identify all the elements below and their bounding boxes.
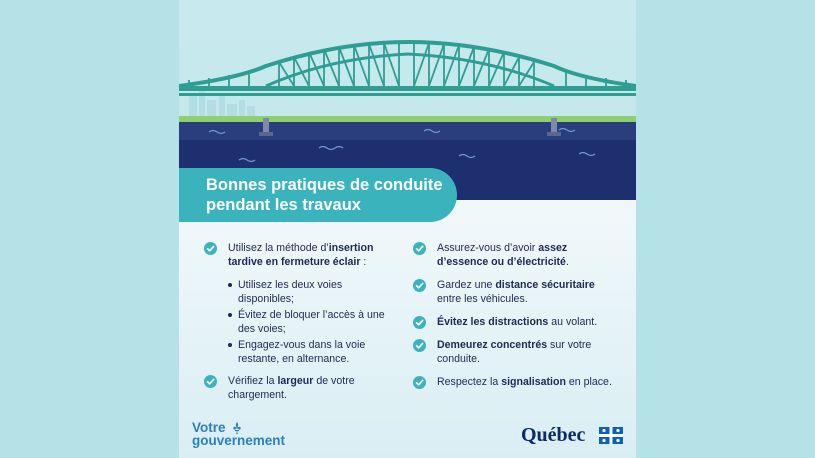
title-line-2: pendant les travaux xyxy=(206,196,361,214)
votre-text: Votre xyxy=(192,420,226,435)
quebec-wordmark: Québec xyxy=(521,424,586,446)
left-column xyxy=(204,241,399,411)
infographic-card xyxy=(179,0,636,458)
bullet-item: Engagez-vous dans la voie restante, en alternance. xyxy=(228,338,399,366)
tip-text-pre: Assurez-vous d’avoir xyxy=(437,242,539,254)
tip-text-pre: Gardez une xyxy=(437,279,496,291)
tip-text-pre: Vérifiez la xyxy=(228,375,278,387)
tip-insertion-tardive xyxy=(204,241,399,269)
tip-distractions xyxy=(413,315,618,329)
check-icon xyxy=(204,242,217,255)
tip-text-post: au volant. xyxy=(548,316,598,328)
tip-text-post: sur votre conduite. xyxy=(437,339,592,365)
quebec-flag-icon xyxy=(599,427,623,444)
tip-text-post: en place. xyxy=(565,376,612,388)
votre-gouvernement-logo xyxy=(192,420,312,448)
tip-text-bold: signalisation xyxy=(501,376,566,388)
check-icon xyxy=(413,376,426,389)
tip-text-post: : xyxy=(360,256,367,268)
tip-text-pre: Utilisez la méthode d’ xyxy=(228,242,329,254)
tip-signalisation xyxy=(413,375,618,389)
tip-largeur xyxy=(204,374,399,402)
tip-text-post: de votre chargement. xyxy=(228,375,355,401)
tip-text-pre: Respectez la xyxy=(437,376,502,388)
tip-distance xyxy=(413,278,618,306)
bullet-item: Utilisez les deux voies disponibles; xyxy=(228,278,399,306)
tip-text-bold: largeur xyxy=(277,375,314,387)
check-icon xyxy=(413,339,426,352)
insertion-bullet-list xyxy=(228,278,399,366)
tip-text-bold: assez d’essence ou d’électricité xyxy=(437,242,568,268)
tip-essence xyxy=(413,241,618,269)
quebec-logo xyxy=(521,424,626,448)
title-line-1: Bonnes pratiques de conduite xyxy=(206,176,443,194)
tip-text-bold: distance sécuritaire xyxy=(495,279,595,291)
check-icon xyxy=(413,242,426,255)
title-banner xyxy=(179,168,457,222)
gouvernement-text: gouvernement xyxy=(192,433,286,448)
tip-text-bold: insertion tardive en fermeture éclair xyxy=(228,242,374,268)
tip-text-post: entre les véhicules. xyxy=(437,293,528,305)
check-icon xyxy=(413,279,426,292)
tip-text-post: . xyxy=(565,256,569,268)
bullet-item: Évitez de bloquer l’accès à une des voies; xyxy=(228,308,399,336)
right-column xyxy=(413,241,618,398)
check-icon xyxy=(413,316,426,329)
tip-text-bold: Évitez les distractions xyxy=(437,316,549,328)
tip-text-bold: Demeurez concentrés xyxy=(437,339,548,351)
tip-concentres xyxy=(413,338,618,366)
check-icon xyxy=(204,375,217,388)
